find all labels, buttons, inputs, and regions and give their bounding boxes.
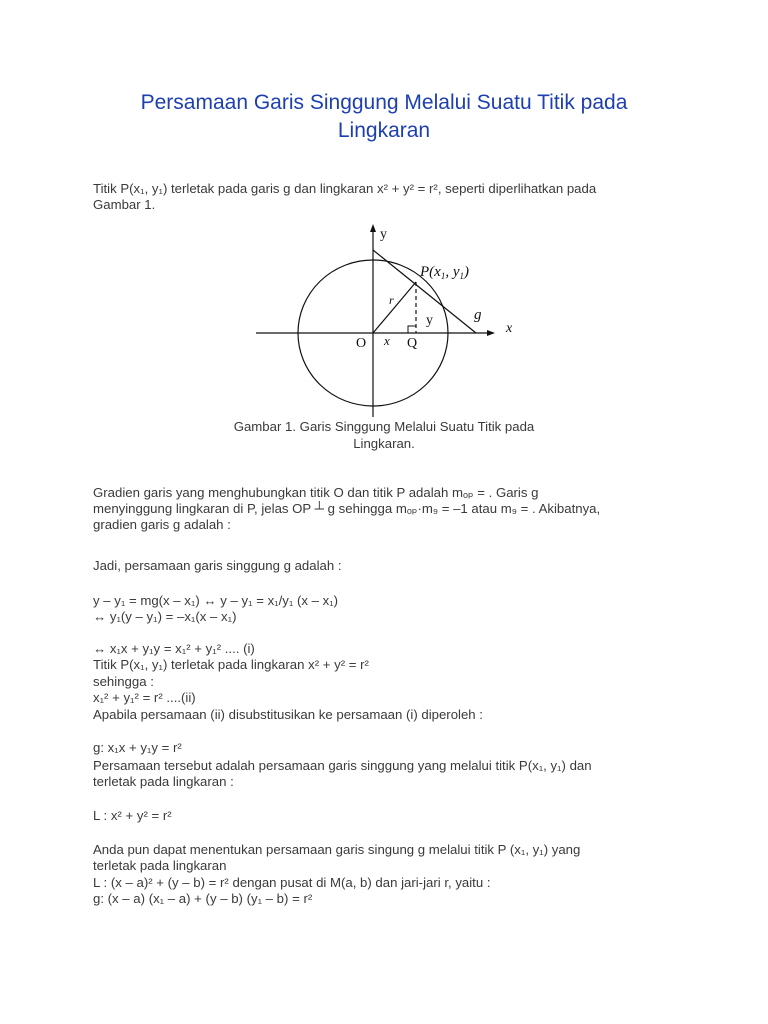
equation-2: ↔ y₁(y – y₁) = –x₁(x – x₁) bbox=[93, 609, 237, 624]
intro-line-1: Titik P(x₁, y₁) terletak pada garis g dan lingkaran x² + y² = r², seperti diperlihatkan pada bbox=[93, 181, 597, 196]
intro-line-2: Gambar 1. bbox=[93, 197, 156, 212]
persamaan-line-1: Persamaan tersebut adalah persamaan garis singgung yang melalui titik P(x₁, y₁) dan bbox=[93, 758, 592, 773]
page-title bbox=[60, 89, 708, 145]
caption-line-2: Lingkaran. bbox=[353, 435, 415, 451]
label-x-segment: x bbox=[384, 333, 390, 348]
title-line-2: Lingkaran bbox=[337, 119, 431, 142]
radius-OP bbox=[373, 282, 416, 333]
equation-5: sehingga : bbox=[93, 674, 154, 689]
equation-3: ↔ x₁x + y₁y = x₁² + y₁² .... (i) bbox=[93, 641, 255, 656]
label-point-P: $P(x_1$, $y_1$) bbox=[420, 264, 469, 281]
equation-7: Apabila persamaan (ii) disubstitusikan ke persamaan (i) diperoleh : bbox=[93, 707, 483, 722]
label-g: g bbox=[474, 307, 482, 323]
gradient-line-2: menyinggung lingkaran di P, jelas OP ┴ g sehingga mₒₚ·m₉ = –1 atau m₉ = . Akibatnya, bbox=[93, 501, 601, 516]
equation-4: Titik P(x₁, y₁) terletak pada lingkaran x² + y² = r² bbox=[93, 657, 369, 672]
g2-equation: g: (x – a) (x₁ – a) + (y – b) (y₁ – b) = r² bbox=[93, 891, 313, 906]
caption-line-1: Gambar 1. Garis Singgung Melalui Suatu Titik pada bbox=[233, 419, 535, 434]
right-angle-mark bbox=[408, 326, 416, 333]
label-y-axis: y bbox=[380, 227, 387, 242]
x-axis-arrow bbox=[487, 330, 495, 336]
figure-caption bbox=[200, 419, 568, 452]
gradient-line-1: Gradien garis yang menghubungkan titik O dan titik P adalah mₒₚ = . Garis g bbox=[93, 485, 539, 500]
title-line-1: Persamaan Garis Singgung Melalui Suatu Titik pada bbox=[140, 91, 628, 114]
label-r: r bbox=[389, 293, 394, 307]
label-x-axis: x bbox=[506, 321, 513, 336]
L-equation: L : x² + y² = r² bbox=[93, 808, 172, 823]
anda-line-1: Anda pun dapat menentukan persamaan garis singung g melalui titik P (x₁, y₁) yang bbox=[93, 842, 581, 857]
gradient-line-3: gradien garis g adalah : bbox=[93, 517, 231, 532]
label-O: O bbox=[356, 336, 367, 351]
persamaan-line-2: terletak pada lingkaran : bbox=[93, 774, 234, 789]
label-Q: Q bbox=[407, 336, 418, 351]
label-y-segment: y bbox=[426, 313, 433, 328]
equation-6: x₁² + y₁² = r² ....(ii) bbox=[93, 690, 196, 705]
jadi-line: Jadi, persamaan garis singgung g adalah : bbox=[93, 558, 342, 573]
figure-circle-tangent bbox=[250, 220, 530, 420]
equation-8: g: x₁x + y₁y = r² bbox=[93, 740, 182, 755]
equation-1: y – y₁ = mg(x – x₁) ↔ y – y₁ = x₁/y₁ (x – x₁) bbox=[93, 593, 339, 608]
y-axis-arrow bbox=[370, 224, 376, 232]
tangent-line-g bbox=[373, 250, 476, 333]
anda-line-2: terletak pada lingkaran bbox=[93, 858, 227, 873]
L2-equation: L : (x – a)² + (y – b) = r² dengan pusat di M(a, b) dan jari-jari r, yaitu : bbox=[93, 875, 491, 890]
